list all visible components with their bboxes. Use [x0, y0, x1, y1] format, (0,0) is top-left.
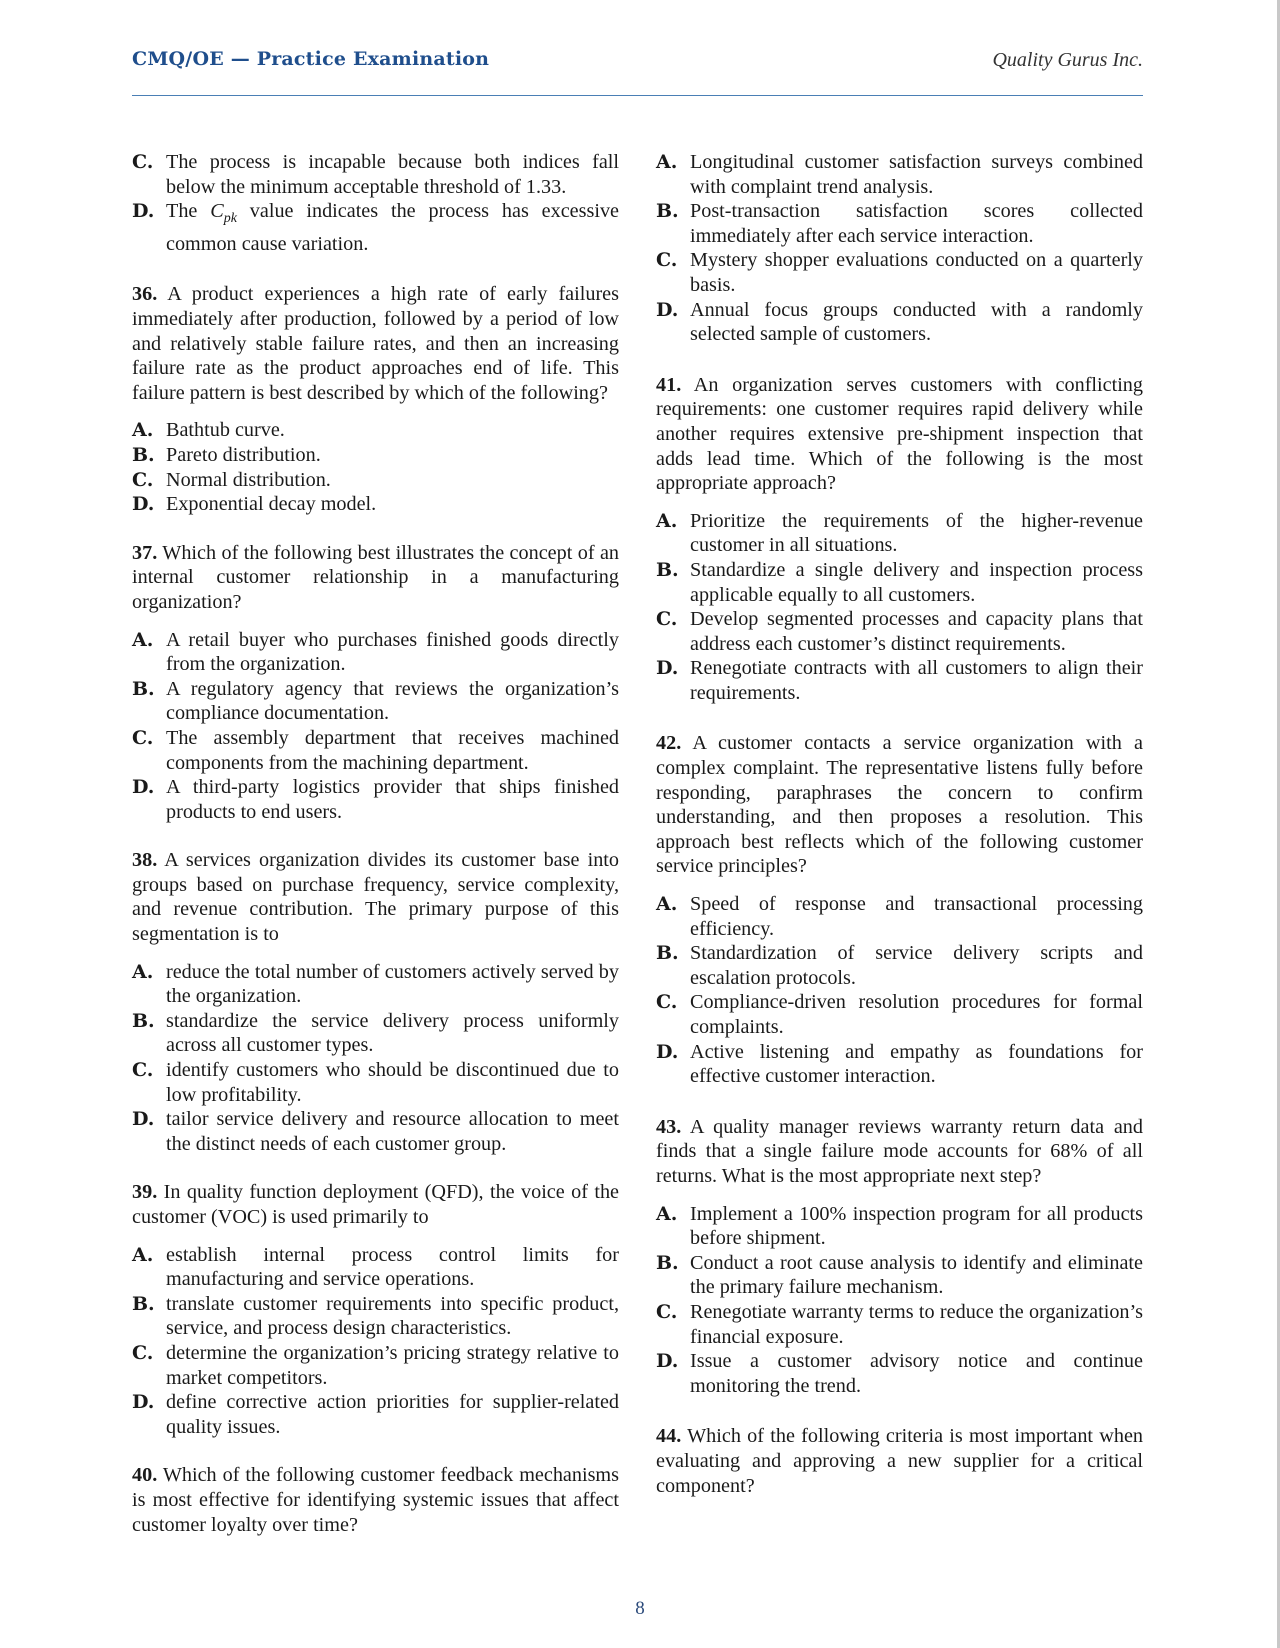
question-number: 36.	[132, 283, 158, 306]
option-text: The process is incapable because both indices fall below the minimum acceptable threshold of 1.33.	[166, 151, 619, 198]
option-text-before: The	[166, 200, 211, 223]
option-text: Annual focus groups conducted with a randomly selected sample of customers.	[690, 298, 1143, 346]
option-text: translate customer requirements into specific product, service, and process design characteristics.	[166, 1292, 619, 1340]
option-d	[656, 656, 1143, 705]
option-letter: A.	[656, 1202, 678, 1225]
option-a	[656, 1202, 1143, 1251]
option-letter: C.	[656, 249, 678, 272]
question-42	[656, 731, 1143, 1088]
option-c	[656, 248, 1143, 297]
option-letter: C.	[132, 1059, 154, 1082]
question-41	[656, 373, 1143, 706]
option-letter: C.	[656, 608, 678, 631]
cpk-symbol	[210, 200, 237, 227]
header-divider	[132, 95, 1143, 96]
option-letter: A.	[656, 893, 678, 916]
option-letter: A.	[656, 151, 678, 173]
option-a	[656, 892, 1143, 941]
option-b	[656, 558, 1143, 607]
option-text: A retail buyer who purchases finished goods directly from the organization.	[166, 628, 619, 676]
option-letter: C.	[656, 1300, 678, 1323]
question-stem	[132, 282, 619, 405]
option-text: Renegotiate warranty terms to reduce the organization’s financial exposure.	[690, 1300, 1143, 1348]
option-text: Issue a customer advisory notice and continue monitoring the trend.	[690, 1350, 1143, 1397]
question-options	[656, 1202, 1143, 1399]
option-letter: D.	[132, 200, 155, 223]
question-text: A quality manager reviews warranty return data and finds that a single failure mode accounts for 68% of all returns. What is the most appropriate next step?	[656, 1115, 1143, 1187]
question-options	[132, 628, 619, 825]
question-44	[656, 1424, 1143, 1498]
question-stem	[132, 848, 619, 946]
option-d	[132, 492, 619, 517]
question-text: An organization serves customers with conflicting requirements: one customer requires rapid delivery while another requires extensive pre-shipment inspection that adds lead time. Which of the following is the most appropriate approach?	[656, 373, 1143, 495]
question-text: A product experiences a high rate of early failures immediately after production, followed by a period of low and relatively stable failure rates, and then an increasing failure rate as the product approaches end of life. This failure pattern is best described by which of the following?	[132, 283, 619, 404]
option-letter: D.	[132, 776, 155, 799]
option-d	[132, 1390, 619, 1439]
option-letter: C.	[132, 151, 154, 173]
option-letter: B.	[132, 1009, 155, 1032]
option-b	[132, 1292, 619, 1341]
option-b	[656, 1251, 1143, 1300]
option-c	[132, 468, 619, 493]
question-39	[132, 1180, 619, 1439]
question-options	[132, 960, 619, 1157]
question-stem	[656, 731, 1143, 879]
option-letter: D.	[132, 493, 155, 516]
left-column	[132, 150, 619, 1550]
option-letter: C.	[656, 991, 678, 1014]
option-c	[132, 1341, 619, 1390]
option-text: standardize the service delivery process uniformly across all customer types.	[166, 1009, 619, 1057]
option-text: Pareto distribution.	[166, 443, 321, 466]
option-text: Active listening and empathy as foundations for effective customer interaction.	[690, 1040, 1143, 1088]
page-number: 8	[635, 1598, 645, 1619]
option-letter: B.	[132, 1292, 155, 1315]
question-number: 42.	[656, 732, 682, 755]
question-text: A services organization divides its customer base into groups based on purchase frequency, service complexity, and revenue contribution. The primary purpose of this segmentation is to	[132, 849, 619, 946]
option-letter: B.	[656, 942, 679, 965]
option-text: tailor service delivery and resource allocation to meet the distinct needs of each customer group.	[166, 1108, 619, 1155]
publisher-name: Quality Gurus Inc.	[992, 49, 1143, 71]
option-text: Longitudinal customer satisfaction surveys combined with complaint trend analysis.	[690, 151, 1143, 198]
option-text: Post-transaction satisfaction scores collected immediately after each service interaction.	[690, 200, 1143, 247]
question-number: 41.	[656, 373, 682, 396]
option-letter: D.	[132, 1391, 155, 1414]
option-c	[656, 990, 1143, 1039]
question-40-options	[656, 150, 1143, 347]
option-letter: C.	[132, 1341, 154, 1364]
question-stem	[132, 1463, 619, 1537]
question-options	[656, 509, 1143, 706]
question-37	[132, 541, 619, 825]
option-text: Standardization of service delivery scripts and escalation protocols.	[690, 942, 1143, 989]
question-options	[132, 418, 619, 516]
option-letter: D.	[656, 1040, 679, 1063]
question-number: 37.	[132, 541, 158, 564]
option-a	[656, 509, 1143, 558]
option-text: Speed of response and transactional processing efficiency.	[690, 893, 1143, 940]
option-c	[132, 1058, 619, 1107]
option-text: Compliance-driven resolution procedures for formal complaints.	[690, 991, 1143, 1038]
option-text: The assembly department that receives machined components from the machining department.	[166, 726, 619, 774]
option-letter: D.	[656, 298, 679, 321]
question-stem	[656, 373, 1143, 496]
cpk-main: C	[210, 200, 224, 223]
option-a	[132, 960, 619, 1009]
question-number: 38.	[132, 849, 158, 872]
option-text: Bathtub curve.	[166, 419, 285, 442]
question-stem	[132, 1180, 619, 1229]
option-b	[656, 941, 1143, 990]
option-b	[132, 677, 619, 726]
option-text: define corrective action priorities for supplier-related quality issues.	[166, 1391, 619, 1438]
cpk-subscript: pk	[223, 211, 237, 227]
question-36	[132, 282, 619, 516]
question-text: In quality function deployment (QFD), the voice of the customer (VOC) is used primarily to	[132, 1181, 619, 1228]
option-b	[132, 443, 619, 468]
option-text: establish internal process control limits for manufacturing and service operations.	[166, 1243, 619, 1291]
question-38	[132, 848, 619, 1156]
question-text: A customer contacts a service organization with a complex complaint. The representative listens fully before responding, paraphrases the concern to confirm understanding, and then proposes a resolution. This approach best reflects which of the following customer service principles?	[656, 732, 1143, 878]
option-text: A regulatory agency that reviews the organization’s compliance documentation.	[166, 677, 619, 725]
option-letter: B.	[132, 443, 155, 466]
question-40	[132, 1463, 619, 1537]
option-letter: D.	[656, 657, 679, 680]
option-letter: C.	[132, 726, 154, 749]
option-a	[656, 150, 1143, 199]
page-header	[132, 44, 1143, 94]
question-number: 39.	[132, 1181, 158, 1204]
option-d	[132, 775, 619, 824]
option-d	[656, 1349, 1143, 1398]
question-text: Which of the following customer feedback mechanisms is most effective for identifying systemic issues that affect customer loyalty over time?	[132, 1464, 619, 1536]
option-text: reduce the total number of customers actively served by the organization.	[166, 960, 619, 1008]
option-d	[132, 1107, 619, 1156]
question-number: 44.	[656, 1425, 682, 1448]
option-letter: B.	[132, 677, 155, 700]
option-text: Renegotiate contracts with all customers to align their requirements.	[690, 657, 1143, 704]
option-text: Standardize a single delivery and inspection process applicable equally to all customers.	[690, 558, 1143, 606]
option-letter: A.	[656, 509, 678, 532]
option-35-c	[132, 150, 619, 199]
question-stem	[132, 541, 619, 615]
option-letter: B.	[656, 1251, 679, 1274]
question-stem	[656, 1424, 1143, 1498]
option-text: determine the organization’s pricing strategy relative to market competitors.	[166, 1341, 619, 1389]
option-d	[656, 1040, 1143, 1089]
option-letter: A.	[132, 419, 154, 442]
option-letter: C.	[132, 468, 154, 491]
option-letter: A.	[132, 1243, 154, 1266]
question-43	[656, 1115, 1143, 1399]
question-number: 43.	[656, 1115, 682, 1138]
option-c	[656, 1300, 1143, 1349]
option-letter: B.	[656, 200, 679, 223]
option-letter: B.	[656, 558, 679, 581]
option-text-after: value indicates the process has excessive common cause variation.	[166, 200, 619, 255]
option-text: Conduct a root cause analysis to identify and eliminate the primary failure mechanism.	[690, 1251, 1143, 1299]
option-b	[132, 1009, 619, 1058]
option-text: Implement a 100% inspection program for all products before shipment.	[690, 1202, 1143, 1250]
option-a	[132, 418, 619, 443]
question-text: Which of the following criteria is most important when evaluating and approving a new supplier for a critical component?	[656, 1425, 1144, 1497]
question-text: Which of the following best illustrates the concept of an internal customer relationship in a manufacturing organization?	[132, 541, 620, 613]
option-text: A third-party logistics provider that ships finished products to end users.	[166, 776, 619, 823]
option-text: Normal distribution.	[166, 468, 331, 491]
option-c	[132, 726, 619, 775]
question-number: 40.	[132, 1464, 158, 1487]
option-letter: D.	[132, 1108, 155, 1131]
option-d	[656, 298, 1143, 347]
option-text: Develop segmented processes and capacity plans that address each customer’s distinct requirements.	[690, 608, 1143, 655]
right-column	[656, 150, 1143, 1511]
option-letter: A.	[132, 628, 154, 651]
exam-title: CMQ/OE — Practice Examination	[132, 48, 490, 70]
option-text: identify customers who should be discontinued due to low profitability.	[166, 1059, 619, 1106]
option-text: Mystery shopper evaluations conducted on a quarterly basis.	[690, 249, 1143, 296]
option-text: Exponential decay model.	[166, 493, 377, 516]
option-c	[656, 607, 1143, 656]
option-letter: A.	[132, 960, 154, 983]
option-b	[656, 199, 1143, 248]
question-options	[132, 1243, 619, 1440]
option-a	[132, 628, 619, 677]
question-stem	[656, 1115, 1143, 1189]
option-letter: D.	[656, 1350, 679, 1373]
question-35-options-continued	[132, 150, 619, 256]
question-options	[656, 892, 1143, 1089]
option-a	[132, 1243, 619, 1292]
option-35-d	[132, 199, 619, 256]
option-text: Prioritize the requirements of the higher-revenue customer in all situations.	[690, 509, 1143, 557]
